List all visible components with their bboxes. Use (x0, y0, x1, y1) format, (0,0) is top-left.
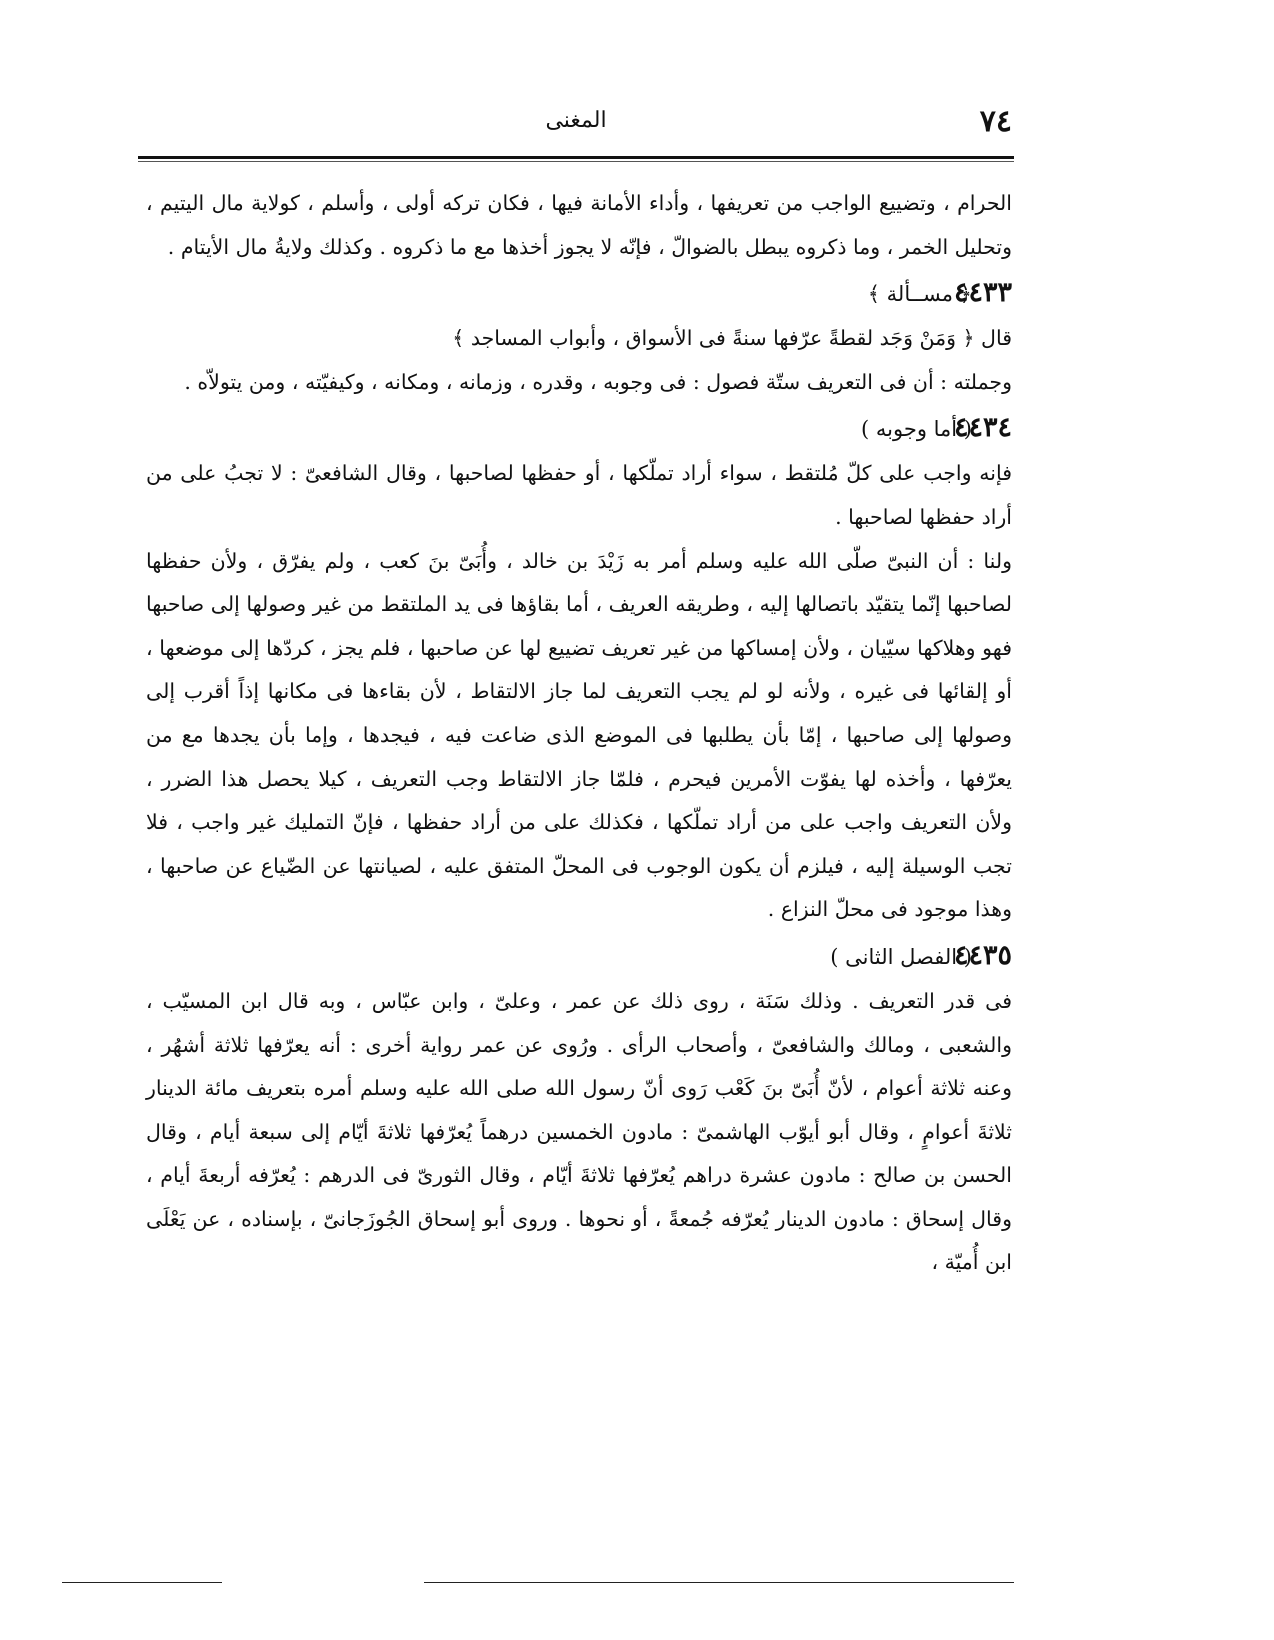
section-heading-4435 (146, 932, 1012, 980)
page-number: ٧٤ (979, 104, 1012, 139)
paragraph: قال ﴿ وَمَنْ وَجَد لقطةً عرّفها سنةً فى الأسواق ، وأبواب المساجد ﴾ (452, 326, 1012, 351)
paragraph: فى قدر التعريف . وذلك سَنَة ، روى ذلك عن عمر ، وعلىّ ، وابن عبّاس ، وبه قال ابن المسيّب ، والشعبى ، ومالك والشافعىّ ، وأصحاب الرأى . ورُوى عن عمر رواية أخرى : أنه يعرّفها ثلاثة أشهُر ، وعنه ثلاثة أعوام ، لأنّ أُبَىّ بنَ كَعْب رَوى أنّ رسول الله صلى الله عليه وسلم أمره بتعريف مائة الدينار ثلاثةَ أعوامٍ ، وقال أبو أيوّب الهاشمىّ : مادون الخمسين درهماً يُعرّفها ثلاثةَ أيّام إلى سبعة أيام ، وقال الحسن بن صالح : مادون عشرة دراهم يُعرّفها ثلاثةَ أيّام ، وقال الثورىّ فى الدرهم : يُعرّفه أربعةَ أيام ، وقال إسحاق : مادون الدينار يُعرّفه جُمعةً ، أو نحوها . وروى أبو إسحاق الجُوزَجانىّ ، بإسناده ، عن يَعْلَى ابن أُميّة ، (146, 988, 1012, 1275)
paragraph: الحرام ، وتضييع الواجب من تعريفها ، وأداء الأمانة فيها ، فكان تركه أولى ، وأسلم ، كولاية مال اليتيم ، وتحليل الخمر ، وما ذكروه يبطل بالضوالّ ، فإنّه لا يجوز أخذها مع ما ذكروه . وكذلك ولايةُ مال الأيتام . (146, 191, 1012, 259)
header-rule-thin (138, 161, 1014, 162)
section-heading-4434 (146, 404, 1012, 452)
paragraph: فإنه واجب على كلّ مُلتقط ، سواء أراد تملّكها ، أو حفظها لصاحبها ، وقال الشافعىّ : لا تجبُ على من أراد حفظها لصاحبها . (146, 461, 1012, 529)
paragraph: وجملته : أن فى التعريف ستّة فصول : فى وجوبه ، وقدره ، وزمانه ، ومكانه ، وكيفيّته ، ومن يتولاّه . (184, 369, 1012, 394)
header-rule (138, 156, 1014, 159)
book-title: المغنى (545, 108, 607, 133)
section-heading-4433 (146, 269, 1012, 317)
footer-rule-right (424, 1582, 1014, 1583)
footer-rule-left (62, 1582, 222, 1583)
section-number: ٤٤٣٤ (953, 412, 1012, 444)
section-title: ( أما وجوبه ) (861, 417, 972, 442)
paragraph: ولنا : أن النبىّ صلّى الله عليه وسلم أمر به زَيْدَ بن خالد ، وأُبَىّ بنَ كعب ، ولم يفرّق ، ولأن حفظها لصاحبها إنّما يتقيّد باتصالها إليه ، وطريقه العريف ، أما بقاؤها فى يد الملتقط من غير وصولها إلى صاحبها فهو وهلاكها سيّيان ، ولأن إمساكها من غير تعريف تضييع لها عن صاحبها ، فلم يجز ، كردّها إلى موضعها ، أو إلقائها فى غيره ، ولأنه لو لم يجب التعريف لما جاز الالتقاط ، لأن بقاءها فى مكانها إذاً أقرب إلى وصولها إلى صاحبها ، إمّا بأن يطلبها فى الموضع الذى ضاعت فيه ، فيجدها ، وإما بأن يجدها مع من يعرّفها ، وأخذه لها يفوّت الأمرين فيحرم ، فلمّا جاز الالتقاط وجب التعريف ، كيلا يحصل هذا الضرر ، ولأن التعريف واجب على من أراد تملّكها ، فكذلك على من أراد حفظها ، فإنّ التمليك غير واجب ، فلا تجب الوسيلة إليه ، فيلزم أن يكون الوجوب فى المحلّ المتفق عليه ، لصيانتها عن الضّياع عن صاحبها ، وهذا موجود فى محلّ النزاع . (146, 548, 1012, 922)
section-number: ٤٤٣٥ (953, 939, 1012, 971)
section-title: ﴿ مســألة ﴾ (867, 282, 972, 307)
section-title: ( الفصل الثانى ) (830, 944, 972, 969)
body-text (146, 182, 1012, 1285)
running-head (140, 104, 1012, 144)
section-number: ٤٤٣٣ (953, 277, 1012, 309)
